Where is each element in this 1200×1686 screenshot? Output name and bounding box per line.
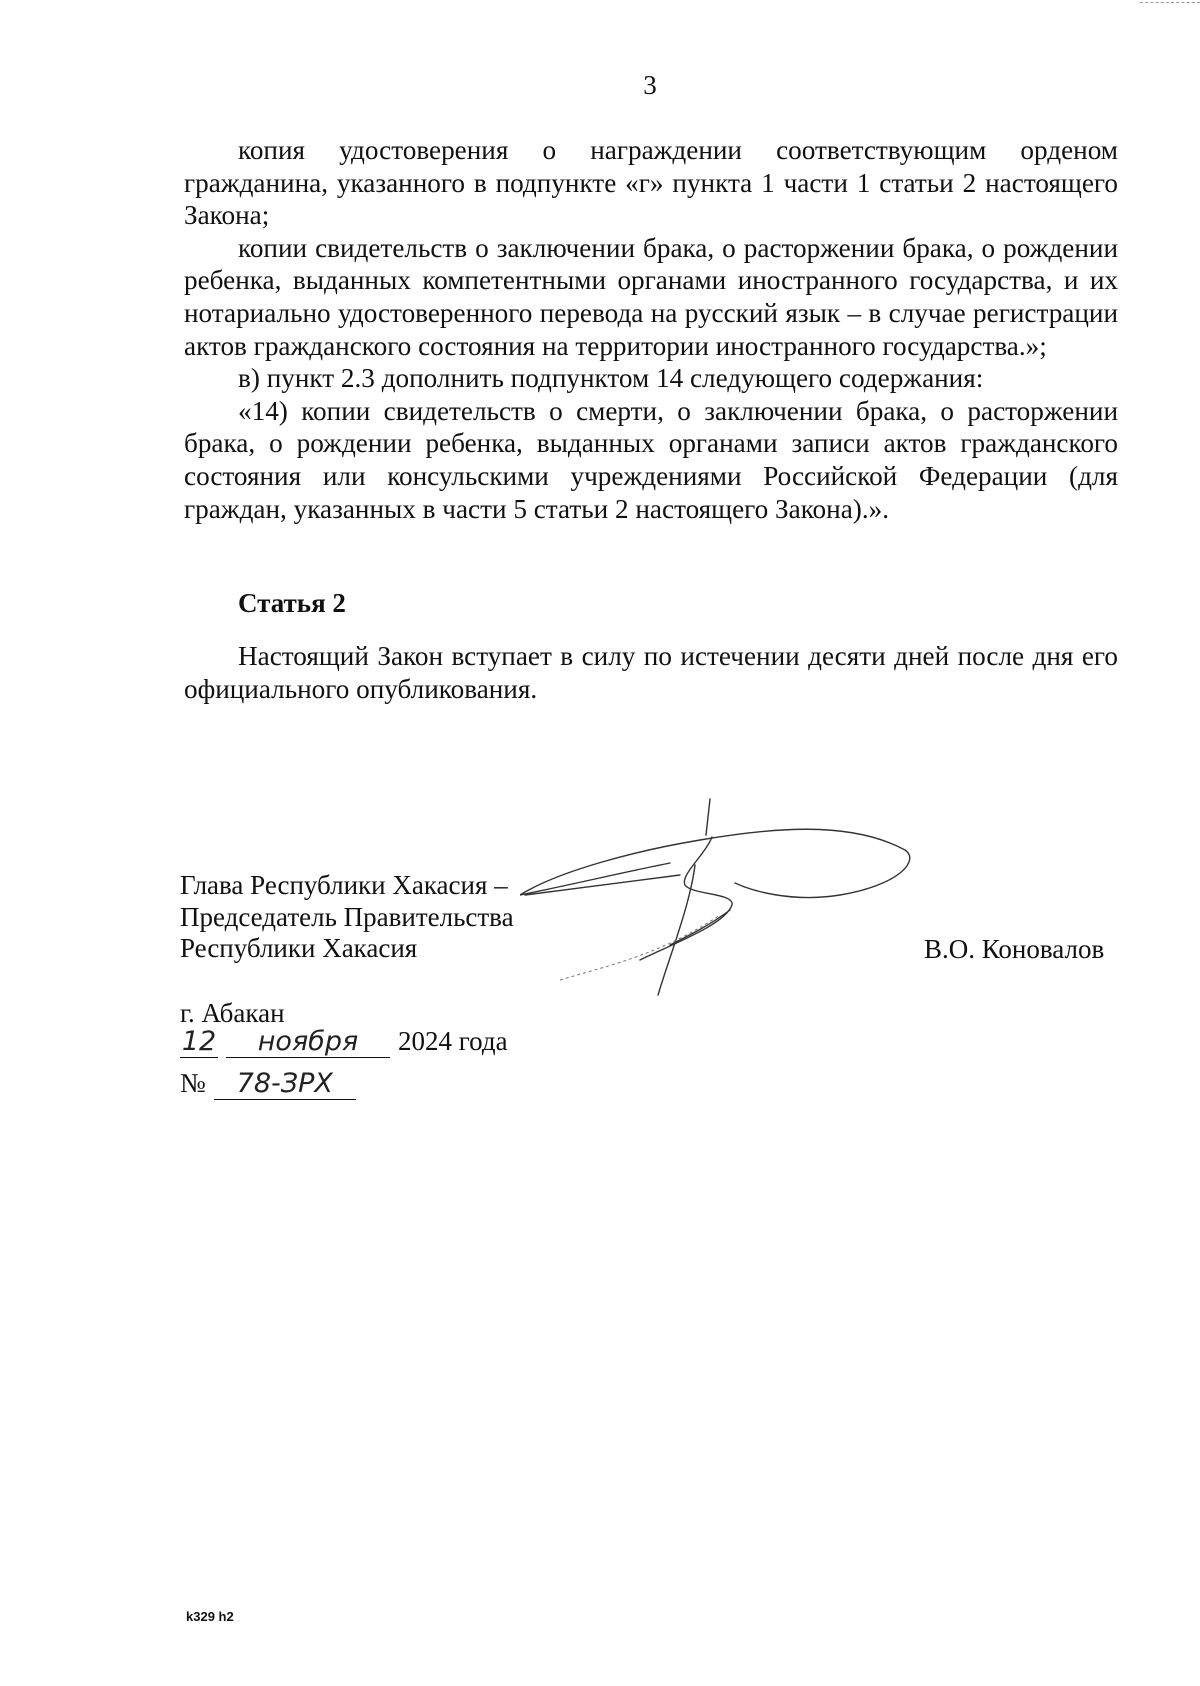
page-number: 3: [643, 70, 657, 100]
place-of-signing: г. Абакан: [180, 998, 285, 1028]
document-code: k329 h2: [186, 1609, 234, 1624]
paragraph-1: копия удостоверения о награждении соответствующим орденом гражданина, указанного в подпункте «г» пункта 1 части 1 статьи 2 настоящего Закона;: [184, 135, 1118, 231]
number-sign: №: [180, 1068, 206, 1098]
law-number-line: [180, 1068, 356, 1100]
paragraph-3: в) пункт 2.3 дополнить подпунктом 14 следующего содержания:: [238, 363, 984, 394]
law-number: 78-ЗРХ: [214, 1069, 356, 1100]
article-text: Настоящий Закон вступает в силу по истечении десяти дней после дня его официального опубликования.: [184, 641, 1118, 704]
body-text: [184, 134, 1118, 525]
signer-title-line-3: Республики Хакасия: [180, 933, 418, 963]
signature-block: [180, 870, 514, 965]
date-year: 2024 года: [398, 1026, 508, 1056]
date-day: 12: [181, 1026, 217, 1057]
article-heading: Статья 2: [238, 588, 346, 618]
signer-name: В.О. Коновалов: [924, 934, 1105, 964]
paragraph-2: копии свидетельств о заключении брака, о расторжении брака, о рождении ребенка, выданных компетентными органами иностранного государства, и их нотариально удостоверенного перевода на русский язык – в случае регистрации актов гражданского состояния на территории иностранного государства.»;: [184, 232, 1118, 361]
date-month: ноября: [226, 1027, 390, 1058]
scan-edge-mark: [1140, 2, 1200, 7]
handwritten-signature: [520, 795, 920, 1005]
paragraph-4: «14) копии свидетельств о смерти, о заключении брака, о расторжении брака, о рождении ребенка, выданных органами записи актов гражданского состояния или консульскими учреждениями Российской Федерации (для граждан, указанных в части 5 статьи 2 настоящего Закона).».: [184, 395, 1118, 524]
date-line: [180, 1026, 508, 1058]
signer-title-line-2: Председатель Правительства: [180, 901, 514, 932]
signer-title-line-1: Глава Республики Хакасия –: [180, 870, 508, 900]
